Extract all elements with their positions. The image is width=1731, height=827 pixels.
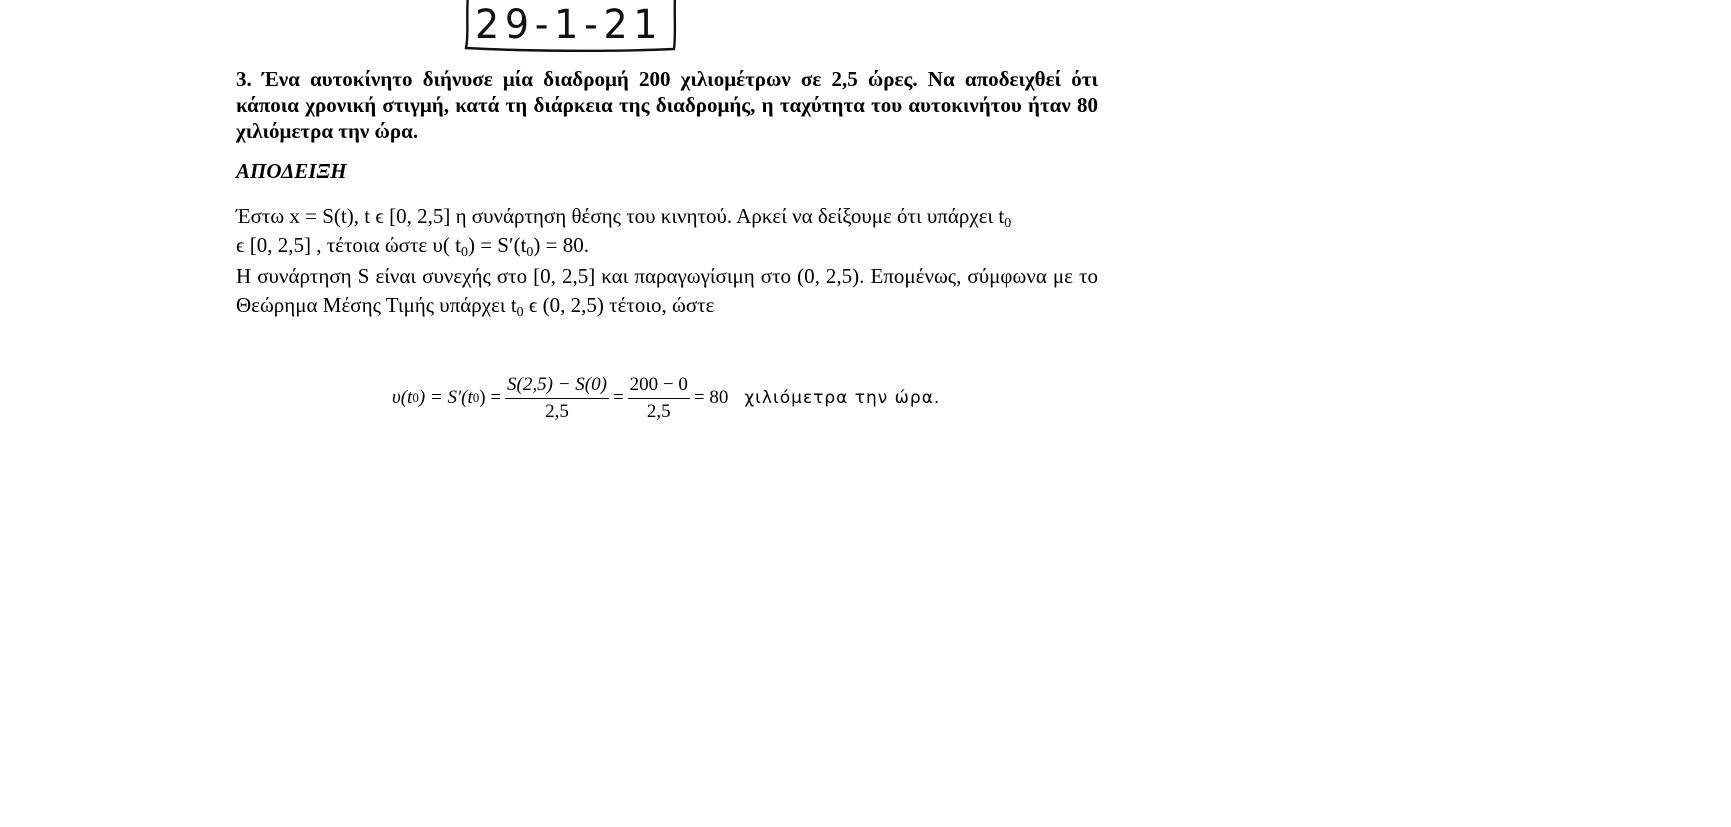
handwritten-date: 29-1-21 (475, 2, 664, 48)
formula-equals: = (612, 387, 624, 408)
mean-value-formula: υ(t 0 ) = S′(t 0 ) = $\frac{S(2,5) - S(0)}{2,5}$ = $\frac{200 - 0}{2,5}$ = 80 χιλιόμετρα την ώρα. (392, 373, 941, 422)
formula-mid: ) = S′(t (418, 387, 473, 408)
proof-title: ΑΠΟΔΕΙΞΗ (236, 159, 347, 183)
proof-paragraph-1: Έστω x = S(t), t ϵ [0, 2,5] η συνάρτηση θέσης του κινητού. Αρκεί να δείξουμε ότι υπάρχει $t_0$ ϵ [0, 2,5] , τέτοια ώστε υ( $t_0) = S'(t_0) = 80$. (236, 204, 1012, 260)
formula-unit: χιλιόμετρα την ώρα. (744, 388, 941, 408)
formula-lhs: υ(t (392, 387, 413, 408)
document-body (236, 66, 1098, 320)
fraction-2: $\frac{200 - 0}{2,5}$ (629, 373, 688, 422)
formula-result: = 80 (693, 387, 729, 408)
problem-statement: 3. Ένα αυτοκίνητο διήνυσε μία διαδρομή 200 χιλιομέτρων σε 2,5 ώρες. Να αποδειχθεί ότι κάποια χρονική στιγμή, κατά τη διάρκεια της διαδρομής, η ταχύτητα του αυτοκινήτου ήταν 80 χιλιόμετρα την ώρα. (236, 67, 1098, 143)
fraction-1: $\frac{S(2,5) - S(0)}{2,5}$ (507, 373, 607, 422)
proof-paragraph-2: Η συνάρτηση S είναι συνεχής στο [0, 2,5] και παραγωγίσιμη στο (0, 2,5). Επομένως, σύμφωνα με το Θεώρημα Μέσης Τιμής υπάρχει $t_0$ ϵ (0, 2,5) τέτοιο, ώστε (236, 264, 1098, 320)
